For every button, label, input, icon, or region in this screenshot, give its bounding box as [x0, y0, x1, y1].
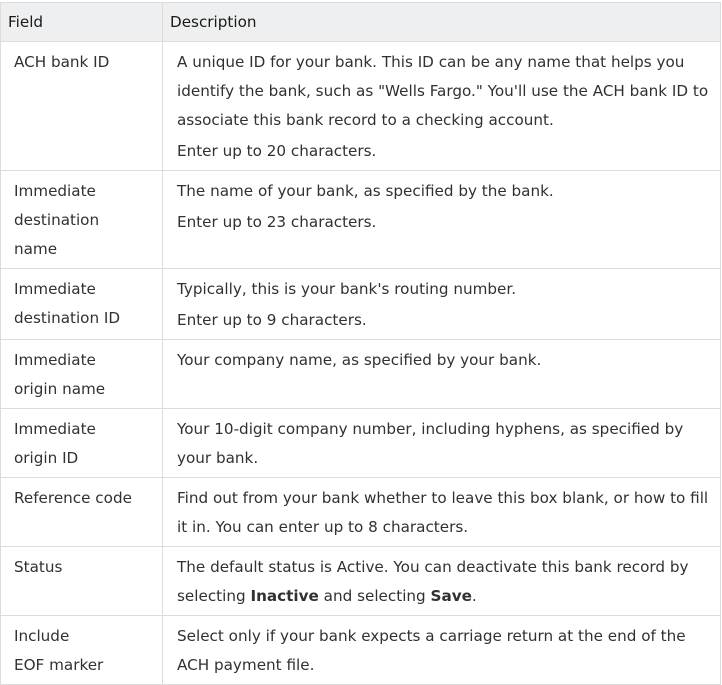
description-text-pre: The default status is Active. You can deactivate this bank record by selecting — [177, 558, 689, 605]
description-cell — [163, 340, 721, 409]
description-cell — [163, 616, 721, 685]
field-name: Status — [14, 558, 63, 576]
field-description-table — [0, 2, 721, 685]
field-name-line: origin ID — [14, 449, 79, 467]
description-text: Find out from your bank whether to leave this box blank, or how to fill it in. You can enter up to 8 characters. — [177, 489, 709, 536]
description-text: Select only if your bank expects a carriage return at the end of the ACH payment file. — [177, 627, 686, 674]
description-text: The name of your bank, as specified by the bank. — [177, 182, 554, 200]
table-row — [1, 340, 721, 409]
field-name-line: destination — [14, 211, 100, 229]
table-row — [1, 616, 721, 685]
description-cell — [163, 547, 721, 616]
description-cell — [163, 171, 721, 269]
field-name-line: Immediate — [14, 182, 96, 200]
field-name: Reference code — [14, 489, 132, 507]
field-name-line: Immediate — [14, 420, 96, 438]
table-row — [1, 171, 721, 269]
field-cell — [1, 547, 163, 616]
table-row — [1, 547, 721, 616]
field-name-line: Immediate — [14, 351, 96, 369]
table-row — [1, 409, 721, 478]
field-cell — [1, 616, 163, 685]
field-cell — [1, 340, 163, 409]
field-name-line: Immediate — [14, 280, 96, 298]
field-name-line: origin name — [14, 380, 106, 398]
table-row — [1, 42, 721, 171]
field-name-line: destination ID — [14, 309, 121, 327]
column-header-description: Description — [163, 3, 721, 42]
field-name-line: Include — [14, 627, 70, 645]
description-text: A unique ID for your bank. This ID can be any name that helps you identify the bank, such as "Wells Fargo." You'll use the ACH bank ID to associate this bank record to a checking account. — [177, 53, 709, 129]
description-text-post: . — [471, 587, 477, 605]
save-command-label: Save — [430, 587, 472, 605]
field-name-line: EOF marker — [14, 656, 104, 674]
field-name-line: name — [14, 240, 58, 258]
description-text: Your company name, as specified by your bank. — [177, 351, 542, 369]
description-text: Typically, this is your bank's routing number. — [177, 280, 517, 298]
table-row — [1, 478, 721, 547]
description-cell — [163, 409, 721, 478]
field-cell — [1, 478, 163, 547]
table-header-row — [1, 3, 721, 42]
description-cell — [163, 478, 721, 547]
field-cell — [1, 42, 163, 171]
field-cell — [1, 269, 163, 340]
description-limit: Enter up to 9 characters. — [177, 311, 367, 329]
description-cell — [163, 269, 721, 340]
description-cell — [163, 42, 721, 171]
description-limit: Enter up to 20 characters. — [177, 142, 377, 160]
inactive-option-label: Inactive — [250, 587, 319, 605]
description-limit: Enter up to 23 characters. — [177, 213, 377, 231]
field-cell — [1, 171, 163, 269]
field-cell — [1, 409, 163, 478]
field-name: ACH bank ID — [14, 53, 110, 71]
description-text: Your 10-digit company number, including hyphens, as specified by your bank. — [177, 420, 684, 467]
description-text-mid: and selecting — [318, 587, 431, 605]
column-header-field: Field — [1, 3, 163, 42]
table-row — [1, 269, 721, 340]
